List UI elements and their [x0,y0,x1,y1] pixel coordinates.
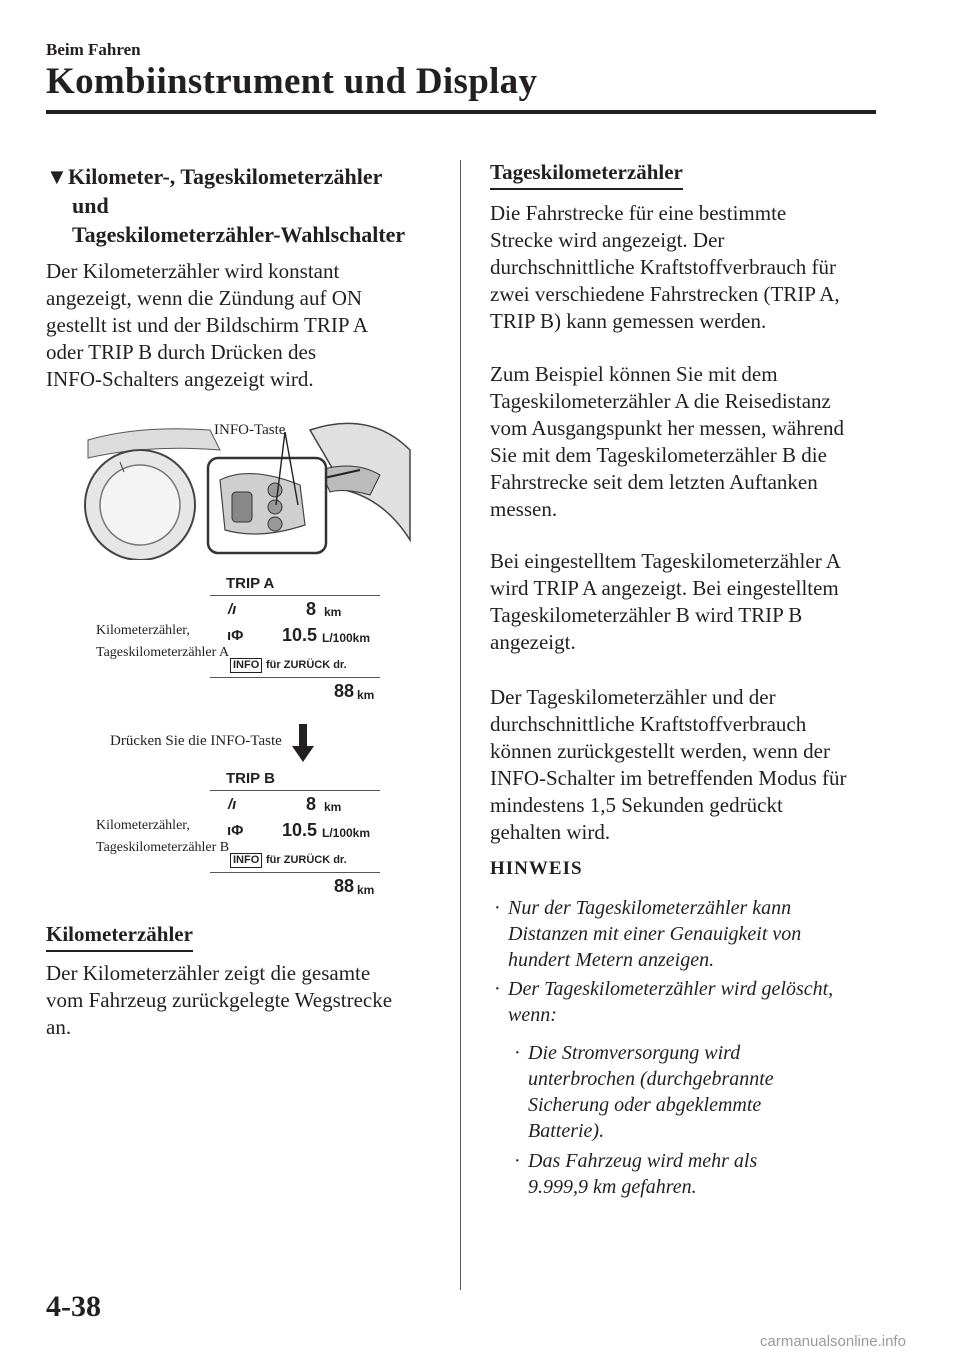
text-line: Zum Beispiel können Sie mit dem [490,362,778,386]
text-line: hundert Metern anzeigen. [508,949,715,971]
paragraph-2 [490,361,890,523]
display-divider [210,595,380,596]
text-line: Batterie). [528,1120,605,1142]
odometer-unit: km [357,688,375,702]
text-line: Tageskilometerzähler B wird TRIP B [490,603,803,627]
trip-distance-unit: km [324,800,342,814]
text-line: Der Kilometerzähler zeigt die gesamte [46,961,371,985]
display-divider [210,790,380,791]
text-line: TRIP B) kann gemessen werden. [490,309,767,333]
press-info-label: Drücken Sie die INFO-Taste [110,733,282,749]
text-line: INFO-Schalter im betreffenden Modus für [490,766,847,790]
bullet-dot-icon: · [514,1042,521,1064]
section-heading [46,162,446,249]
heading-line: Kilometer-, Tageskilometerzähler [68,164,383,189]
text-line: mindestens 1,5 Sekunden gedrückt [490,793,783,817]
title-rule [46,110,876,114]
odometer-value: 88 [334,681,355,701]
bullet-dot-icon: · [494,897,501,919]
trip-a-title: TRIP A [226,575,275,592]
text-line: angezeigt, wenn die Zündung auf ON [46,286,363,310]
paragraph-4 [490,684,890,846]
fuel-consumption-value: 10.5 [282,820,318,840]
odometer-heading: Kilometerzähler [46,922,193,952]
note-item [494,895,888,973]
text-line: Das Fahrzeug wird mehr als [528,1150,758,1172]
odometer-unit: km [357,883,375,897]
text-line: Sie mit dem Tageskilometerzähler B die [490,443,827,467]
paragraph-1 [490,200,890,335]
heading-line: und [72,193,109,218]
odometer-paragraph [46,960,446,1041]
watermark[interactable]: carmanualsonline.info [760,1333,906,1350]
chapter-title: Kombiinstrument und Display [46,61,538,102]
text-line: Tageskilometerzähler A die Reisedistanz [490,389,831,413]
text-line: durchschnittliche Kraftstoffverbrauch für [490,255,836,279]
trip-meter-heading: Tageskilometerzähler [490,160,683,190]
text-line: 9.999,9 km gefahren. [528,1176,697,1198]
text-line: Der Kilometerzähler wird konstant [46,259,340,283]
text-line: Die Fahrstrecke für eine bestimmte [490,201,787,225]
label-line: Tageskilometerzähler A [96,645,230,660]
text-line: gehalten wird. [490,820,611,844]
intro-paragraph [46,258,446,393]
triangle-bullet-icon: ▼ [46,164,68,189]
fuel-consumption-unit: L/100km [322,826,371,840]
text-line: Sicherung oder abgeklemmte [528,1094,762,1116]
trip-distance-value: 8 [306,599,317,619]
text-line: an. [46,1015,72,1039]
paragraph-3 [490,548,890,656]
odometer-value: 88 [334,876,355,896]
distance-icon: /ı [228,796,237,813]
text-line: wenn: [508,1004,557,1026]
note-title: HINWEIS [490,858,583,879]
fuel-consumption-value: 10.5 [282,625,318,645]
note-subitem [514,1148,888,1200]
label-line: Tageskilometerzähler B [96,840,230,855]
text-line: oder TRIP B durch Drücken des [46,340,317,364]
note-item [494,976,888,1028]
note-subitem [514,1040,888,1144]
trip-b-display [210,770,380,900]
text-line: INFO-Schalters angezeigt wird. [46,367,314,391]
text-line: vom Fahrzeug zurückgelegte Wegstrecke [46,988,393,1012]
text-line: Nur der Tageskilometerzähler kann [508,897,792,919]
text-line: Strecke wird angezeigt. Der [490,228,725,252]
text-line: können zurückgestellt werden, wenn der [490,739,830,763]
trip-distance-value: 8 [306,794,317,814]
text-line: Die Stromversorgung wird [528,1042,741,1064]
text-line: Der Tageskilometerzähler wird gelöscht, [508,978,834,1000]
trip-b-title: TRIP B [226,770,275,787]
label-line: Kilometerzähler, [96,818,190,833]
text-line: gestellt ist und der Bildschirm TRIP A [46,313,368,337]
fuel-consumption-icon: ıΦ [227,822,244,839]
distance-icon: /ı [228,601,237,618]
trip-distance-unit: km [324,605,342,619]
text-line: zwei verschiedene Fahrstrecken (TRIP A, [490,282,840,306]
text-line: wird TRIP A angezeigt. Bei eingestelltem [490,576,839,600]
text-line: vom Ausgangspunkt her messen, während [490,416,845,440]
info-chip: INFO [230,658,262,673]
reset-hint: für ZURÜCK dr. [266,659,347,671]
text-line: Der Tageskilometerzähler und der [490,685,776,709]
text-line: unterbrochen (durchgebrannte [528,1068,774,1090]
fuel-consumption-unit: L/100km [322,631,371,645]
reset-hint: für ZURÜCK dr. [266,854,347,866]
label-line: Kilometerzähler, [96,623,190,638]
fuel-consumption-icon: ıΦ [227,627,244,644]
section-label: Beim Fahren [46,40,141,59]
page-number: 4-38 [46,1290,101,1323]
text-line: angezeigt. [490,630,576,654]
bullet-dot-icon: · [494,978,501,1000]
text-line: messen. [490,497,558,521]
trip-a-display [210,575,380,705]
display-divider [210,677,380,678]
display-divider [210,872,380,873]
bullet-dot-icon: · [514,1150,521,1172]
arrow-down-icon [292,724,314,764]
text-line: durchschnittliche Kraftstoffverbrauch [490,712,807,736]
heading-line: Tageskilometerzähler-Wahlschalter [72,222,406,247]
info-chip: INFO [230,853,262,868]
text-line: Bei eingestelltem Tageskilometerzähler A [490,549,841,573]
text-line: Distanzen mit einer Genauigkeit von [508,923,802,945]
text-line: Fahrstrecke seit dem letzten Auftanken [490,470,818,494]
info-button-label: INFO-Taste [214,422,286,438]
column-divider [460,160,461,1290]
